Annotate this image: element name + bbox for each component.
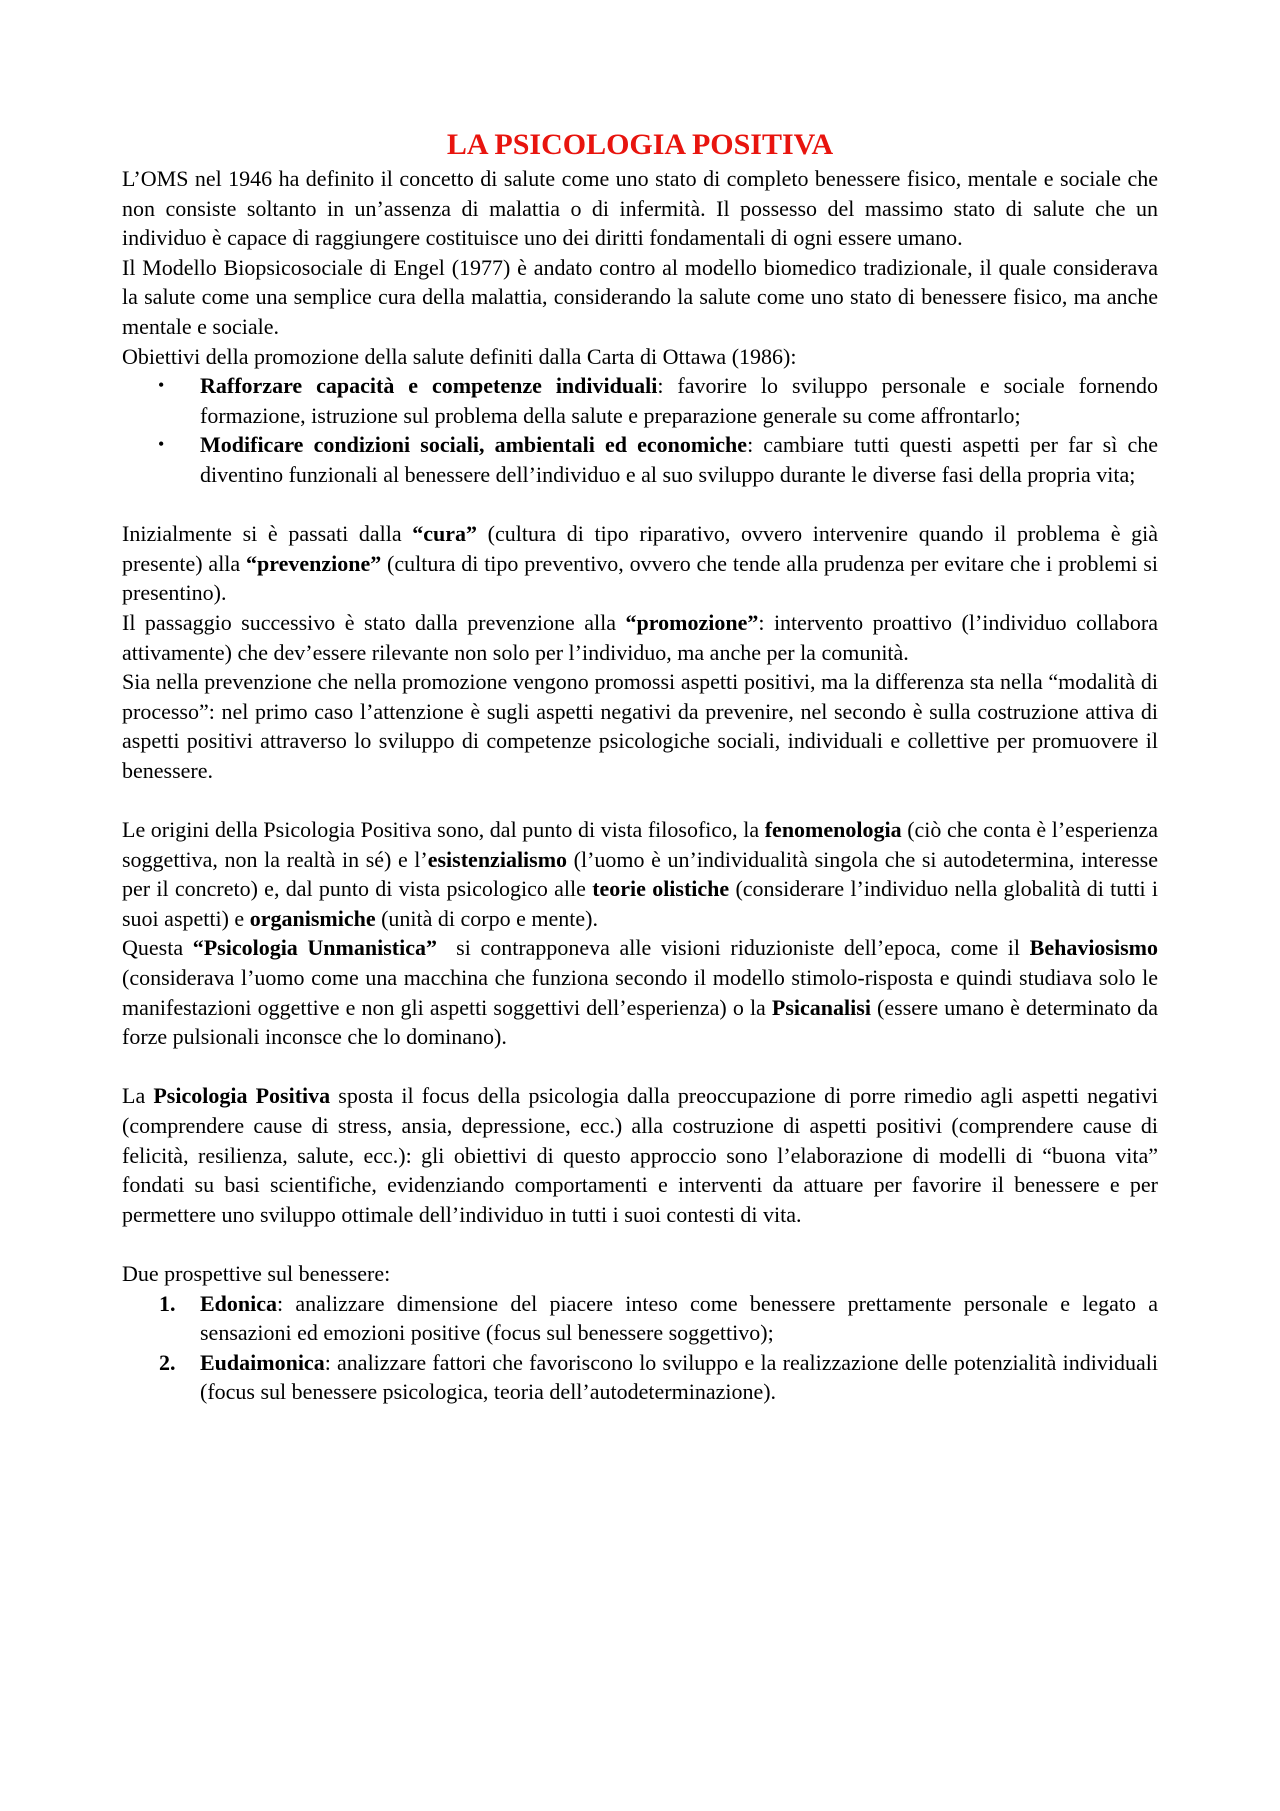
list-item-term: Modificare condizioni sociali, ambientali ed economiche xyxy=(200,432,748,458)
text-run: Le origini della Psicologia Positiva sono, dal punto di vista filosofico, la xyxy=(122,817,765,843)
list-number: 2. xyxy=(159,1349,176,1375)
paragraph-cura xyxy=(122,519,1158,608)
bullet-icon: • xyxy=(158,434,165,455)
bold-term: fenomenologia xyxy=(764,817,902,843)
text-run: (unità di corpo e mente). xyxy=(375,905,598,931)
text-run: (ciò che conta è l’esperienza soggettiva, non la realtà in sé) e l’ xyxy=(122,817,1158,872)
text-run: : intervento proattivo (l’individuo collabora attivamente) che dev’essere rilevante non solo per l’individuo, ma anche per la comunità. xyxy=(122,609,1158,665)
blank-line xyxy=(122,1052,1158,1082)
text-run: (considerare l’individuo nella globalità di tutti i suoi aspetti) e xyxy=(122,876,1158,931)
text-run: (cultura di tipo preventivo, ovvero che tende alla prudenza per evitare che i problemi si presentino). xyxy=(122,550,1159,606)
paragraph-origini xyxy=(122,815,1158,933)
bold-term: esistenzialismo xyxy=(427,846,568,872)
text-run: (essere umano è determinato da forze pulsionali inconsce che lo dominano). xyxy=(122,994,1158,1050)
blank-line xyxy=(122,1229,1158,1259)
bold-term: teorie olistiche xyxy=(592,876,730,902)
paragraph-differenza: Sia nella prevenzione che nella promozione vengono promossi aspetti positivi, ma la differenza sta nella “modalità di processo”: nel primo caso l’attenzione è sugli aspetti negativi da prevenire, nel secondo è sulla costruzione attiva di aspetti positivi attraverso lo sviluppo di competenze psicologiche sociali, individuali e collettive per promuovere il benessere. xyxy=(122,669,1158,783)
text-run: sposta il focus della psicologia dalla preoccupazione di porre rimedio agli aspetti negativi (comprendere cause di stress, ansia, depressione, ecc.) alla costruzione di aspetti positivi (comprendere cause di felicità, resilienza, salute, ecc.): gli obiettivi di questo approccio sono l’elaborazione di modelli di “buona vita” fondati su basi scientifiche, evidenziando comportamenti e interventi da attuare per favorire il benessere e per permettere uno sviluppo ottimale dell’individuo in tutti i suoi contesti di vita. xyxy=(122,1083,1158,1227)
bold-term: Behaviosismo xyxy=(1029,935,1158,961)
paragraph-ottawa-intro: Obiettivi della promozione della salute definiti dalla Carta di Ottawa (1986): xyxy=(122,343,797,369)
text-run: (cultura di tipo riparativo, ovvero intervenire quando il problema è già presente) alla xyxy=(122,521,1158,576)
bold-term: Psicologia Positiva xyxy=(153,1083,331,1109)
list-item-term: Edonica xyxy=(200,1290,278,1316)
paragraph-prospettive-intro: Due prospettive sul benessere: xyxy=(122,1260,391,1286)
list-item-term: Eudaimonica xyxy=(200,1349,325,1375)
bold-term: “promozione” xyxy=(625,609,759,635)
text-run: (l’uomo è un’individualità singola che si autodetermina, interesse per il concreto) e, dal punto di vista psicologico alle xyxy=(122,846,1158,902)
list-item-text: : favorire lo sviluppo personale e sociale fornendo formazione, istruzione sul problema della salute e preparazione generale su come affrontarlo; xyxy=(200,373,1158,428)
list-item-text: : cambiare tutti questi aspetti per far sì che diventino funzionali al benessere dell’individuo e al suo sviluppo durante le diverse fasi della propria vita; xyxy=(200,432,1158,487)
paragraph-promozione xyxy=(122,608,1158,667)
list-item xyxy=(122,1289,1158,1348)
ottawa-bullet-list xyxy=(122,371,1158,489)
paragraph-oms: L’OMS nel 1946 ha definito il concetto di salute come uno stato di completo benessere fisico, mentale e sociale che non consiste soltanto in un’assenza di malattia o di infermità. Il possesso del massimo stato di salute che un individuo è capace di raggiungere costituisce uno dei diritti fondamentali di ogni essere umano. xyxy=(122,166,1158,251)
text-run: Inizialmente si è passati dalla xyxy=(122,521,413,547)
paragraph-engel: Il Modello Biopsicosociale di Engel (1977) è andato contro al modello biomedico tradizionale, il quale considerava la salute come una semplice cura della malattia, considerando la salute come uno stato di benessere fisico, ma anche mentale e sociale. xyxy=(122,254,1158,339)
text-run: Il passaggio successivo è stato dalla prevenzione alla xyxy=(122,609,626,635)
bold-term: “prevenzione” xyxy=(246,550,382,576)
list-item-text: : analizzare dimensione del piacere inteso come benessere prettamente personale e legato a sensazioni ed emozioni positive (focus sul benessere soggettivo); xyxy=(200,1290,1158,1346)
text-run: Questa xyxy=(122,935,193,961)
bold-term: “cura” xyxy=(412,521,478,547)
list-item xyxy=(122,430,1158,489)
bold-term: organismiche xyxy=(249,905,376,931)
prospettive-numbered-list xyxy=(122,1289,1158,1407)
paragraph-unmanistica xyxy=(122,933,1158,1051)
list-item xyxy=(122,371,1158,430)
bold-term: “Psicologia Unmanistica” xyxy=(192,935,437,961)
list-number: 1. xyxy=(159,1290,176,1316)
bullet-icon: • xyxy=(158,375,165,396)
list-item-term: Rafforzare capacità e competenze individuali xyxy=(200,373,658,399)
blank-line xyxy=(122,785,1158,815)
text-run: (considerava l’uomo come una macchina che funziona secondo il modello stimolo-risposta e quindi studiava solo le manifestazioni oggettive e non gli aspetti soggettivi dell’esperienza) o la xyxy=(122,965,1158,1020)
list-item xyxy=(122,1348,1158,1407)
document-page xyxy=(122,126,1158,1407)
page-title: LA PSICOLOGIA POSITIVA xyxy=(446,128,834,161)
blank-line xyxy=(122,490,1158,520)
text-run: La xyxy=(122,1083,154,1109)
list-item-text: : analizzare fattori che favoriscono lo sviluppo e la realizzazione delle potenzialità individuali (focus sul benessere psicologica, teoria dell’autodeterminazione). xyxy=(200,1349,1158,1405)
paragraph-focus xyxy=(122,1081,1158,1229)
text-run: si contrapponeva alle visioni riduzioniste dell’epoca, come il xyxy=(436,935,1030,961)
bold-term: Psicanalisi xyxy=(771,994,871,1020)
